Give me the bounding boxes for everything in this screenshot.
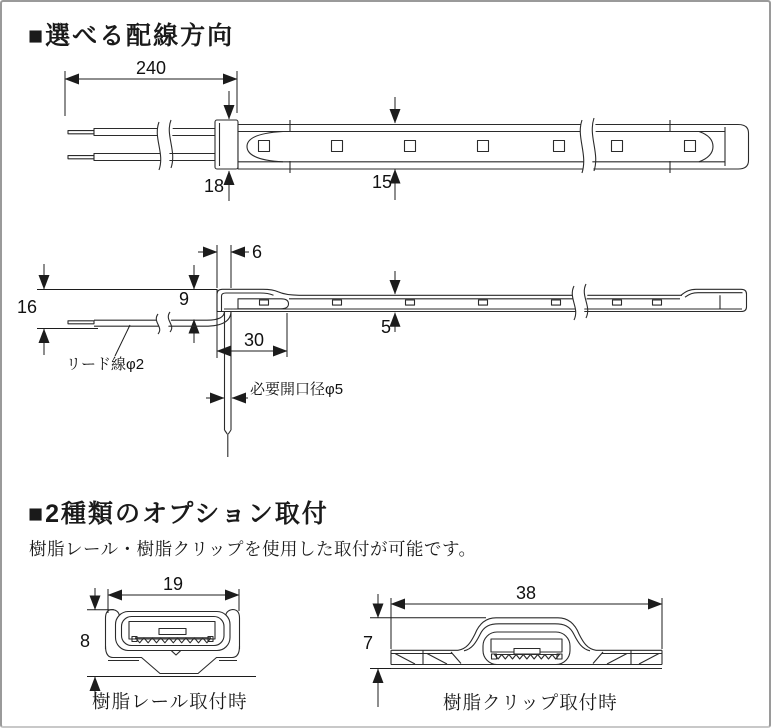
caption-clip-mount: 樹脂クリップ取付時: [443, 692, 618, 713]
label-lead-wire: リード線φ2: [66, 356, 145, 373]
strip-side-view-diagram: [17, 242, 747, 457]
strip-top-view-diagram: [65, 58, 749, 201]
dim-label-30: 30: [243, 330, 265, 350]
strip-body-top: [238, 118, 749, 173]
dim-label-7: 7: [362, 633, 373, 653]
dim-label-38: 38: [515, 583, 537, 603]
dim-label-5: 5: [380, 317, 391, 337]
dim-label-9: 9: [178, 289, 189, 309]
dim-label-240: 240: [135, 58, 167, 78]
led-chips-side: [260, 300, 662, 305]
lead-wire-side: [68, 311, 231, 457]
technical-drawing-canvas: [2, 2, 771, 728]
caption-rail-mount: 樹脂レール取付時: [92, 691, 248, 712]
strip-in-rail: [116, 612, 231, 656]
dim-label-8: 8: [79, 631, 90, 651]
dim-label-16: 16: [16, 297, 37, 317]
clip-mount-cross-section: [363, 583, 662, 707]
strip-body-side: [217, 284, 747, 320]
rail-mount-cross-section: [80, 574, 256, 700]
dim-label-15: 15: [371, 172, 392, 192]
dim-label-18: 18: [203, 176, 224, 196]
lead-wires-top: [68, 120, 215, 170]
dim-label-6: 6: [252, 242, 263, 262]
connector-top: [215, 120, 238, 169]
strip-in-clip: [483, 632, 570, 665]
connector-side: [217, 289, 299, 311]
section-title-wiring: ■選べる配線方向: [28, 22, 235, 50]
dim-label-19: 19: [162, 574, 184, 594]
section-title-mounting: ■2種類のオプション取付: [28, 500, 329, 528]
section-subtitle-mounting: 樹脂レール・樹脂クリップを使用した取付が可能です。: [29, 539, 477, 559]
label-required-opening: 必要開口径φ5: [250, 381, 344, 398]
